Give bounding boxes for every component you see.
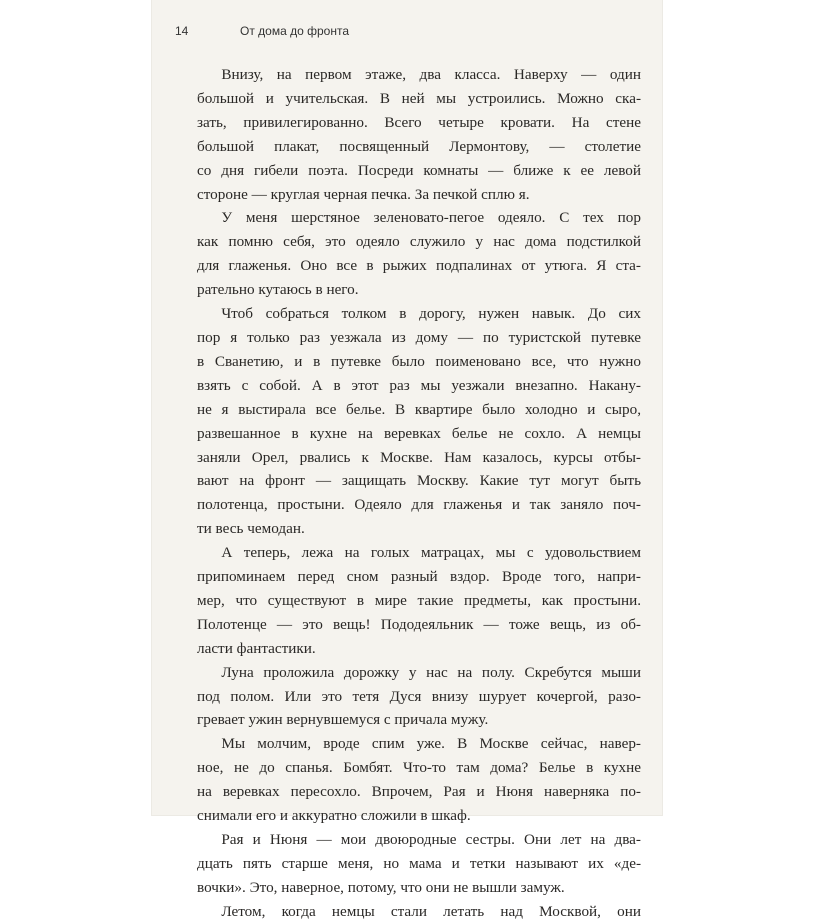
text-line: Летом, когда немцы стали летать над Москвой, они [221, 902, 641, 920]
text-line: А теперь, лежа на голых матрацах, мы с удовольствием [221, 544, 641, 562]
paragraph [197, 661, 641, 733]
text-line: большой плакат, посвященный Лермонтову, — столетие [197, 137, 641, 155]
text-line: рательно кутаюсь в него. [197, 281, 359, 299]
book-page [152, 0, 662, 920]
body-text [197, 63, 641, 924]
text-line: развешанное в кухне на веревках белье не сохло. А немцы [197, 424, 641, 442]
text-line: Рая и Нюня — мои двоюродные сестры. Они лет на два- [221, 831, 641, 848]
text-line: гревает ужин вернувшемуся с причала мужу. [197, 711, 489, 729]
text-line: на веревках пересохло. Впрочем, Рая и Нюня наверняка по- [197, 783, 641, 801]
text-line: не я выстирала все белье. В квартире было холодно и сыро, [197, 400, 641, 418]
text-line: пор я только раз уезжала из дому — по туристской путевке [197, 328, 641, 346]
paragraph [197, 302, 641, 541]
text-line: У меня шерстяное зеленовато-пегое одеяло. С тех пор [221, 209, 641, 227]
text-line: дцать пять старше меня, но мама и тетки называют их «де- [197, 854, 641, 872]
text-line: как помню себя, это одеяло служило у нас дома подстилкой [197, 233, 641, 251]
text-line: Внизу, на первом этаже, два класса. Наверху — один [221, 66, 641, 83]
page-header [152, 24, 662, 44]
paragraph [197, 732, 641, 828]
text-line: вают на фронт — защищать Москву. Какие тут могут быть [197, 472, 641, 490]
text-line: припоминаем перед сном разный вздор. Вроде того, напри- [197, 568, 641, 586]
text-line: Луна проложила дорожку у нас на полу. Скребутся мыши [221, 663, 641, 681]
paragraph [197, 828, 641, 900]
paragraph [197, 541, 641, 661]
text-line: под полом. Или это тетя Дуся внизу шурует кочергой, разо- [197, 687, 641, 705]
text-line: взять с собой. А в этот раз мы уезжали внезапно. Накану- [197, 376, 641, 394]
text-line: со дня гибели поэта. Посреди комнаты — ближе к ее левой [197, 161, 641, 179]
text-line: стороне — круглая черная печка. За печкой сплю я. [197, 185, 530, 203]
paragraph [197, 206, 641, 302]
text-line: снимали его и аккуратно сложили в шкаф. [197, 807, 471, 825]
text-line: полотенца, простыни. Одеяло для глаженья и так заняло поч- [197, 496, 641, 514]
text-line: ное, не до спанья. Бомбят. Что-то там дома? Белье в кухне [197, 759, 641, 777]
page-number: 14 [175, 24, 189, 38]
text-line: ти весь чемодан. [197, 520, 305, 538]
text-line: в Сванетию, и в путевке было поименовано все, что нужно [197, 352, 641, 370]
text-line: заняли Орел, рвались к Москве. Нам казалось, курсы отбы- [197, 448, 641, 466]
paragraph [197, 900, 641, 924]
text-line: мер, что существуют в мире такие предметы, как простыни. [197, 591, 641, 609]
text-line: Мы молчим, вроде спим уже. В Москве сейчас, навер- [221, 735, 641, 753]
text-line: зать, привилегированно. Всего четыре кровати. На стене [197, 113, 641, 131]
text-line: большой и учительская. В ней мы устроились. Можно ска- [197, 89, 641, 107]
text-line: вочки». Это, наверное, потому, что они не вышли замуж. [197, 878, 565, 896]
paragraph [197, 63, 641, 206]
text-line: для глаженья. Оно все в рыжих подпалинах от утюга. Я ста- [197, 257, 641, 275]
text-line: ласти фантастики. [197, 639, 316, 657]
text-line: Полотенце — это вещь! Пододеяльник — тоже вещь, из об- [197, 615, 641, 633]
text-line: Чтоб собраться толком в дорогу, нужен навык. До сих [221, 305, 641, 323]
running-head: От дома до фронта [240, 24, 349, 38]
